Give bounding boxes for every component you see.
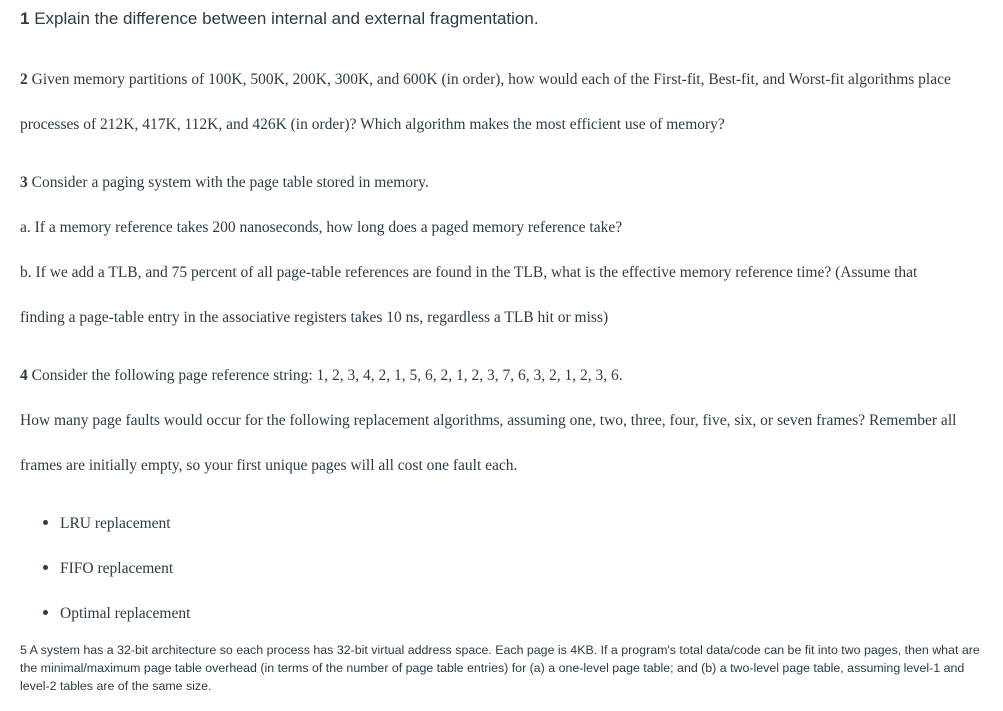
question-3-part-b-continued: finding a page-table entry in the associative registers takes 10 ns, regardless a TLB hit or miss) (20, 309, 609, 326)
question-2 (20, 71, 951, 89)
list-item (43, 560, 173, 578)
question-text: Consider a paging system with the page table stored in memory. (27, 174, 429, 191)
question-text: Consider the following page reference string: 1, 2, 3, 4, 2, 1, 5, 6, 2, 1, 2, 3, 7, 6, 3, 2, 1, 2, 3, 6. (27, 367, 623, 384)
question-4-instructions-continued: frames are initially empty, so your first unique pages will all cost one fault each. (20, 457, 518, 474)
question-4 (20, 367, 623, 385)
bullet-icon (43, 610, 48, 615)
question-number: 2 (20, 71, 28, 88)
question-3 (20, 174, 429, 192)
question-number: 3 (20, 174, 28, 191)
question-4-instructions: How many page faults would occur for the following replacement algorithms, assuming one, two, three, four, five, six, or seven frames? Remember all (20, 412, 957, 429)
question-number: 1 (20, 9, 30, 28)
question-text: Given memory partitions of 100K, 500K, 200K, 300K, and 600K (in order), how would each of the First-fit, Best-fit, and Worst-fit algorithms place (27, 71, 951, 88)
question-5: 5 A system has a 32-bit architecture so each process has 32-bit virtual address space. Each page is 4KB. If a program's total data/code can be fit into two pages, then what are the minimal/maximum page table overhead (in terms of the number of page table entries) for (a) a one-level page table; and (b) a two-level page table, assuming level-1 and level-2 tables are of the same size. (20, 643, 980, 693)
question-text: Explain the difference between internal and external fragmentation. (29, 9, 539, 28)
list-item-label: LRU replacement (60, 515, 171, 532)
bullet-icon (43, 520, 48, 525)
question-1 (20, 9, 539, 29)
bullet-icon (43, 565, 48, 570)
list-item-label: FIFO replacement (60, 560, 174, 577)
question-3-part-b: b. If we add a TLB, and 75 percent of all page-table references are found in the TLB, what is the effective memory reference time? (Assume that (20, 264, 918, 281)
question-3-part-a: a. If a memory reference takes 200 nanoseconds, how long does a paged memory reference take? (20, 219, 623, 236)
question-number: 4 (20, 367, 28, 384)
list-item-label: Optimal replacement (60, 605, 191, 622)
list-item (43, 515, 171, 533)
list-item (43, 605, 190, 623)
question-2-continued: processes of 212K, 417K, 112K, and 426K (in order)? Which algorithm makes the most efficient use of memory? (20, 116, 725, 133)
